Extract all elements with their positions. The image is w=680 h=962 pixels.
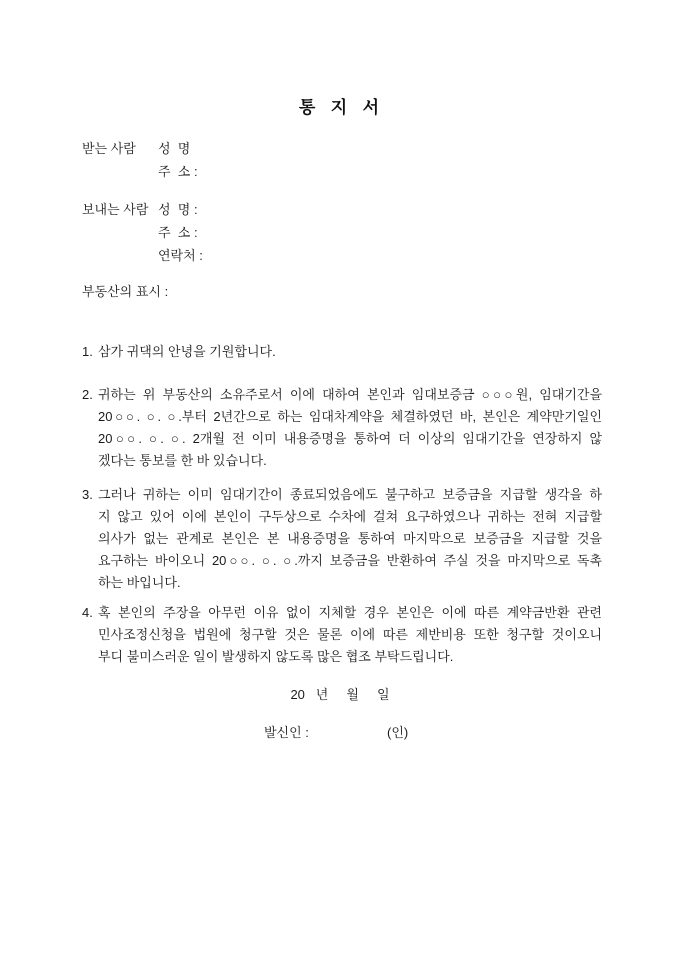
paragraph-3 <box>82 484 602 594</box>
paragraph-line: 부디 불미스러운 일이 발생하지 않도록 많은 협조 부탁드립니다. <box>98 649 454 664</box>
paragraph-line: 귀하는 위 부동산의 소유주로서 이에 대하여 본인과 임대보증금 ○○○원, 임대기간을 <box>98 387 602 402</box>
paragraph-line: 겠다는 통보를 한 바 있습니다. <box>98 453 267 468</box>
paragraph-line: 20○○. ○. ○. 2개월 전 이미 내용증명을 통하여 더 이상의 임대기간을 연장하지 않 <box>98 431 602 446</box>
date-line: 20 년 월 일 <box>290 687 390 702</box>
paragraph-4 <box>82 602 602 668</box>
property-description-label: 부동산의 표시 : <box>82 284 169 299</box>
sender-address-label: 주 소 : <box>158 225 198 240</box>
recipient-name-label: 성 명 <box>158 141 191 156</box>
sender-name-label: 성 명 : <box>158 202 198 217</box>
paragraph-line: 하는 바입니다. <box>98 575 181 590</box>
closing-sender-label: 발신인 : <box>264 725 309 740</box>
paragraph-line: 의사가 없는 관계로 본인은 본 내용증명을 통하여 마지막으로 보증금을 지급할 것을 <box>98 531 602 546</box>
recipient-address-label: 주 소 : <box>158 164 198 179</box>
paragraph-line: 20○○. ○. ○.부터 2년간으로 하는 임대차계약을 체결하였던 바, 본인은 계약만기일인 <box>98 409 602 424</box>
document-title: 통 지 서 <box>298 98 382 117</box>
paragraph-1 <box>82 341 602 363</box>
paragraph-number: 4. <box>82 605 93 620</box>
paragraph-number: 1. <box>82 344 93 359</box>
sender-contact-label: 연락처 : <box>158 248 203 263</box>
paragraph-number: 2. <box>82 387 93 402</box>
paragraph-line: 혹 본인의 주장을 아무런 이유 없이 지체할 경우 본인은 이에 따른 계약금반환 관련 <box>98 605 602 620</box>
paragraph-line: 요구하는 바이오니 20○○. ○. ○.까지 보증금을 반환하여 주실 것을 마지막으로 독촉 <box>98 553 602 568</box>
recipient-label: 받는 사람 <box>82 141 136 156</box>
seal-label: (인) <box>387 725 409 740</box>
paragraph-2 <box>82 384 602 472</box>
paragraph-line: 삼가 귀댁의 안녕을 기원합니다. <box>98 344 276 359</box>
paragraph-number: 3. <box>82 487 93 502</box>
paragraph-line: 지 않고 있어 이에 본인이 구두상으로 수차에 걸쳐 요구하였으나 귀하는 전혀 지급할 <box>98 509 602 524</box>
paragraph-line: 민사조정신청을 법원에 청구할 것은 물론 이에 따른 제반비용 또한 청구할 것이오니 <box>98 627 602 642</box>
paragraph-line: 그러나 귀하는 이미 임대기간이 종료되었음에도 불구하고 보증금을 지급할 생각을 하 <box>98 487 602 502</box>
sender-label: 보내는 사람 <box>82 202 149 217</box>
